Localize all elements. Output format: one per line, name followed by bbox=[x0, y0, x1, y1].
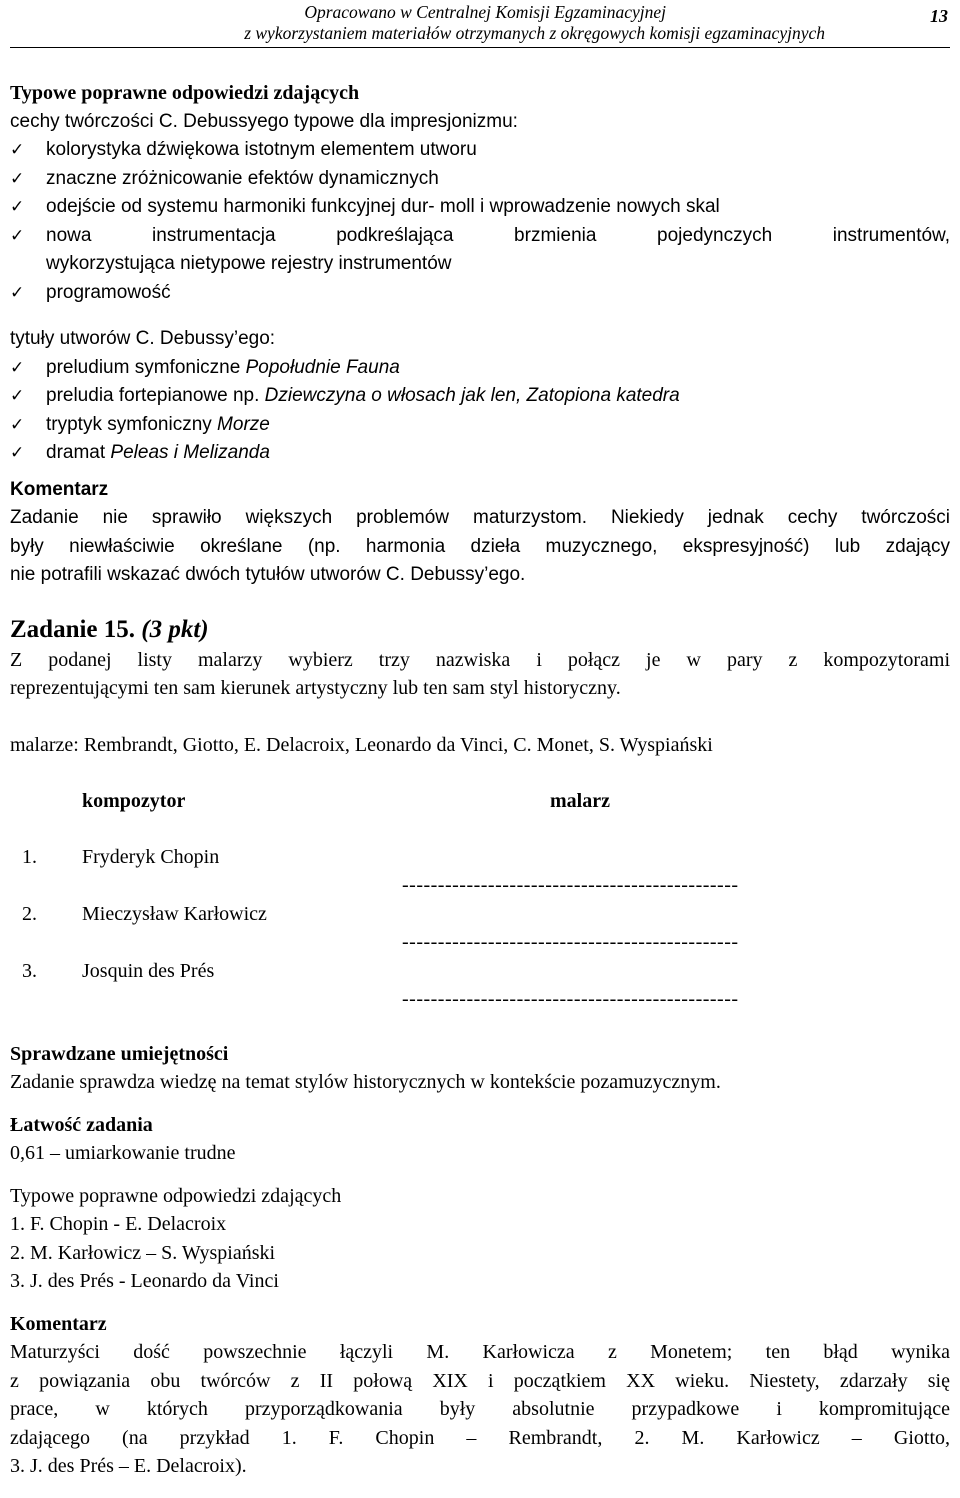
comment-line: 3. J. des Prés – E. Delacroix). bbox=[10, 1455, 247, 1477]
answers-heading: Typowe poprawne odpowiedzi zdających bbox=[10, 1184, 342, 1207]
page-header bbox=[0, 0, 960, 48]
pairing-header-row bbox=[10, 787, 739, 816]
list-item: ✓ preludia fortepianowe np. Dziewczyna o włosach jak len, Zatopiona katedra bbox=[10, 382, 950, 411]
list-item-continuation: wykorzystująca nietypowe rejestry instrumentów bbox=[46, 253, 452, 274]
list-item: ✓ odejście od systemu harmoniki funkcyjnej dur- moll i wprowadzenie nowych skal bbox=[10, 193, 950, 222]
answer-blank-row bbox=[10, 871, 739, 900]
comment-heading: Komentarz bbox=[10, 478, 109, 500]
list-item: ✓ dramat Peleas i Melizanda bbox=[10, 439, 950, 468]
skills-heading: Sprawdzane umiejętności bbox=[10, 1042, 229, 1065]
task-title: Zadanie 15. (3 pkt) bbox=[10, 615, 209, 643]
difficulty-heading: Łatwość zadania bbox=[10, 1113, 153, 1136]
section-heading: Typowe poprawne odpowiedzi zdających bbox=[10, 82, 360, 104]
checkmark-icon: ✓ bbox=[10, 443, 25, 463]
checkmark-icon: ✓ bbox=[10, 168, 25, 189]
list-item: ✓ znaczne zróżnicowanie efektów dynamicznych bbox=[10, 165, 950, 194]
checkmark-icon: ✓ bbox=[10, 357, 25, 378]
list-item: ✓ nowa instrumentacja podkreślająca brzmienia pojedynczych instrumentów, bbox=[10, 222, 950, 251]
comment-line: prace, w których przyporządkowania były absolutnie przypadkowe i kompromitujące bbox=[10, 1398, 950, 1420]
answer-item: 2. M. Karłowicz – S. Wyspiański bbox=[10, 1241, 276, 1264]
checkmark-icon: ✓ bbox=[10, 414, 25, 435]
features-intro: cechy twórczości C. Debussyego typowe dla impresjonizmu: bbox=[10, 110, 518, 132]
pairing-row: 1. Fryderyk Chopin bbox=[10, 843, 739, 872]
task-instruction-line: Z podanej listy malarzy wybierz trzy nazwiska i połącz je w pary z kompozytorami bbox=[10, 648, 950, 671]
checkmark-icon: ✓ bbox=[10, 386, 25, 406]
page-number: 13 bbox=[930, 6, 948, 26]
skills-text: Zadanie sprawdza wiedzę na temat stylów historycznych w kontekście pozamuzycznym. bbox=[10, 1071, 721, 1093]
comment-line: z powiązania obu twórców z II połową XIX i początkiem XX wieku. Niestety, zdarzały się bbox=[10, 1369, 950, 1392]
painter-column-header: malarz bbox=[550, 790, 610, 812]
comment-line: zdającego (na przykład 1. F. Chopin – Rembrandt, 2. M. Karłowicz – Giotto, bbox=[10, 1426, 950, 1449]
composer-name: Fryderyk Chopin bbox=[82, 845, 220, 868]
list-item: ✓ programowość bbox=[10, 279, 950, 308]
pairing-row: 3. Josquin des Prés bbox=[10, 957, 739, 986]
pairing-row: 2. Mieczysław Karłowicz bbox=[10, 900, 739, 929]
answer-blank[interactable]: ----------------------------------------------- bbox=[402, 874, 739, 896]
checkmark-icon: ✓ bbox=[10, 282, 25, 303]
header-rule bbox=[10, 47, 950, 48]
comment-line: Zadanie nie sprawiło większych problemów maturzystom. Niekiedy jednak cechy twórczości bbox=[10, 507, 950, 528]
list-item: ✓ kolorystyka dźwiękowa istotnym elementem utworu bbox=[10, 136, 950, 165]
works-intro: tytuły utworów C. Debussy’ego: bbox=[10, 328, 276, 349]
comment-heading: Komentarz bbox=[10, 1312, 107, 1335]
list-item: ✓ preludium symfoniczne Popołudnie Fauna bbox=[10, 354, 950, 383]
comment-line: były niewłaściwie określane (np. harmonia dzieła muzycznego, ekspresyjność) lub zdający bbox=[10, 535, 950, 557]
answer-blank[interactable]: ----------------------------------------------- bbox=[402, 988, 739, 1010]
answer-blank-row bbox=[10, 985, 739, 1014]
painters-list: malarze: Rembrandt, Giotto, E. Delacroix, Leonardo da Vinci, C. Monet, S. Wyspiański bbox=[10, 733, 713, 756]
header-line-1: Opracowano w Centralnej Komisji Egzaminacyjnej bbox=[304, 2, 666, 22]
answer-blank[interactable]: ----------------------------------------------- bbox=[402, 931, 739, 953]
list-item: ✓ tryptyk symfoniczny Morze bbox=[10, 411, 950, 440]
checkmark-icon: ✓ bbox=[10, 225, 25, 246]
task-instruction-line: reprezentującymi ten sam kierunek artystyczny lub ten sam styl historyczny. bbox=[10, 677, 621, 699]
answer-item: 1. F. Chopin - E. Delacroix bbox=[10, 1213, 227, 1235]
comment-line: Maturzyści dość powszechnie łączyli M. Karłowicza z Monetem; ten błąd wynika bbox=[10, 1341, 950, 1363]
difficulty-text: 0,61 – umiarkowanie trudne bbox=[10, 1142, 236, 1164]
checkmark-icon: ✓ bbox=[10, 140, 25, 160]
pairing-table bbox=[10, 787, 739, 1014]
answer-item: 3. J. des Prés - Leonardo da Vinci bbox=[10, 1270, 279, 1292]
composer-name: Mieczysław Karłowicz bbox=[82, 902, 267, 925]
comment-line: nie potrafili wskazać dwóch tytułów utworów C. Debussy’ego. bbox=[10, 564, 526, 585]
checkmark-icon: ✓ bbox=[10, 197, 25, 217]
header-line-2: z wykorzystaniem materiałów otrzymanych z okręgowych komisji egzaminacyjnych bbox=[244, 23, 825, 43]
composer-name: Josquin des Prés bbox=[82, 959, 215, 982]
answer-blank-row bbox=[10, 928, 739, 957]
page-content bbox=[10, 79, 950, 1481]
composer-column-header: kompozytor bbox=[82, 790, 186, 812]
